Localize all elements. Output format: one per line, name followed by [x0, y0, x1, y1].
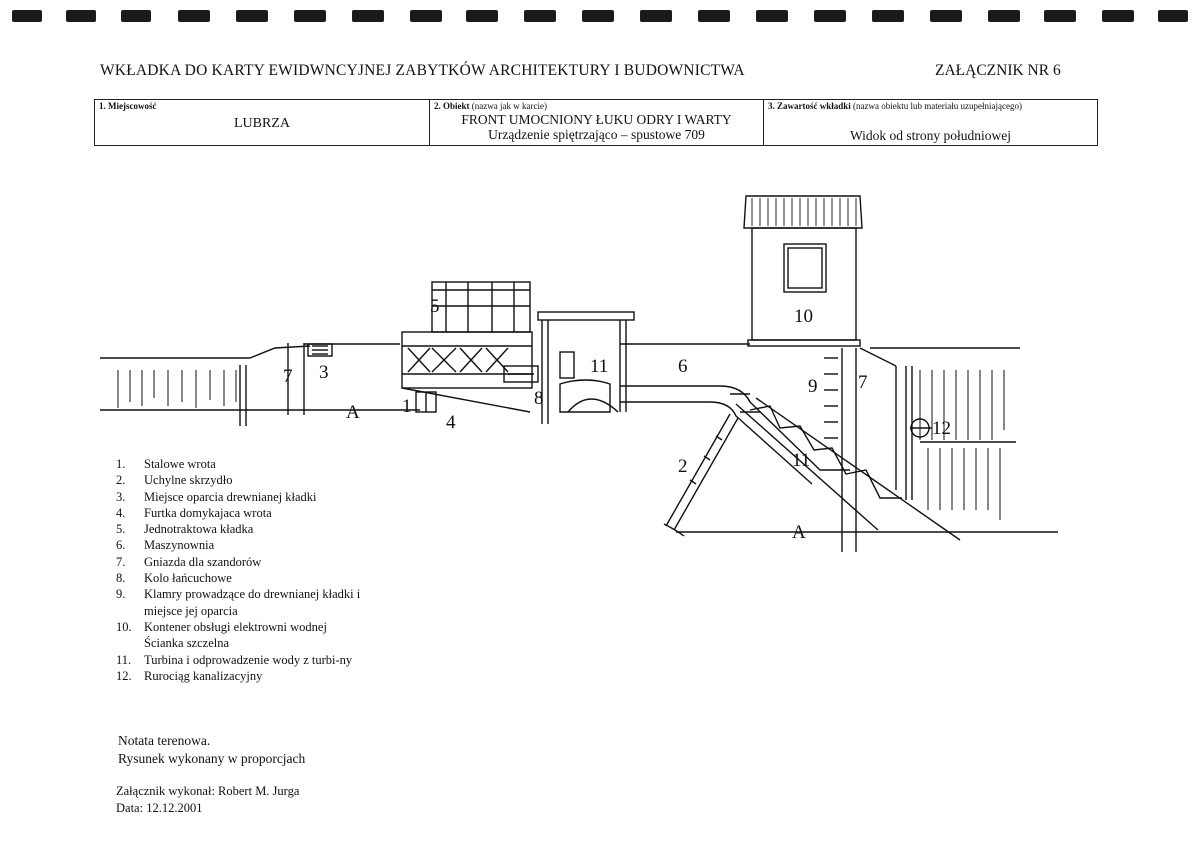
label-8: 8 [534, 388, 544, 409]
hinged-leaf [664, 414, 738, 536]
field-object [430, 100, 764, 146]
legend-item: 2. Uchylne skrzydło [116, 473, 233, 488]
discharge-truss [736, 398, 960, 540]
document-date: Data: 12.12.2001 [116, 801, 203, 815]
label-5: 5 [430, 296, 440, 317]
label-3: 3 [319, 362, 329, 383]
legend-item: 11. Turbina i odprowadzenie wody z turbi-ny [116, 652, 353, 667]
document-title: WKŁADKA DO KARTY EWIDWNCYJNEJ ZABYTKÓW ARCHITEKTURY I BUDOWNICTWA [100, 62, 745, 79]
legend-item: 7. Gniazda dla szandorów [116, 554, 262, 569]
label-1: 1 [402, 396, 412, 417]
label-11-bottom: 11 [792, 450, 811, 471]
label-4: 4 [446, 412, 456, 433]
field-object-label: 2. Obiekt [434, 101, 470, 111]
field-object-value-line2: Urządzenie spiętrzająco – spustowe 709 [488, 127, 705, 142]
label-7-left: 7 [283, 366, 293, 387]
legend-item: 9. Klamry prowadzące do drewnianej kładki i miejsce jej oparcia [116, 587, 361, 618]
label-12: 12 [932, 418, 951, 439]
label-7-right: 7 [858, 372, 868, 393]
label-2: 2 [678, 456, 688, 477]
field-contents-label: 3. Zawartość wkładki [768, 101, 851, 111]
label-6: 6 [678, 356, 688, 377]
field-contents-label-note: (nazwa obiektu lub materiału uzupełniającego) [853, 101, 1022, 111]
field-locality-value: LUBRZA [234, 116, 290, 131]
legend-item: 12. Rurociąg kanalizacyjny [116, 668, 263, 683]
label-a-left: A [346, 402, 360, 423]
field-note: Notata terenowa. [118, 733, 211, 748]
field-locality-label: 1. Miejscowość [99, 101, 157, 111]
steel-gate [402, 332, 538, 412]
proportion-note: Rysunek wykonany w proporcjach [118, 751, 306, 766]
legend-item: 4. Furtka domykajaca wrota [116, 505, 272, 520]
left-bank [100, 346, 335, 426]
legend-item: 8. Kolo łańcuchowe [116, 571, 232, 586]
label-10: 10 [794, 306, 813, 327]
field-contents-value: Widok od strony południowej [849, 128, 1012, 143]
legend-item: 6. Maszynownia [116, 538, 215, 553]
outflow-pipe [620, 386, 850, 484]
footbridge [432, 282, 530, 332]
chain-wheel-gantry [538, 312, 634, 424]
legend-item: 1. Stalowe wrota [116, 457, 216, 471]
field-locality [95, 100, 430, 146]
legend-item: 3. Miejsce oparcia drewnianej kładki [116, 489, 317, 504]
turbine [560, 352, 618, 412]
legend-list [116, 456, 374, 684]
field-object-label-note: (nazwa jak w karcie) [471, 101, 547, 111]
legend-item: 10. Kontener obsługi elektrowni wodnej Ścianka szczelna [116, 619, 327, 651]
field-contents [764, 100, 1098, 146]
label-9: 9 [808, 376, 818, 397]
annex-number: ZAŁĄCZNIK NR 6 [935, 62, 1061, 79]
field-object-value-line1: FRONT UMOCNIONY ŁUKU ODRY I WARTY [461, 112, 732, 127]
author-credit: Załącznik wykonał: Robert M. Jurga [116, 784, 300, 798]
legend-item: 5. Jednotraktowa kładka [116, 522, 254, 537]
label-a-right: A [792, 522, 806, 543]
label-11-top: 11 [590, 356, 609, 377]
punch-hole-strip [0, 10, 1199, 24]
form-header-table [94, 99, 1098, 146]
